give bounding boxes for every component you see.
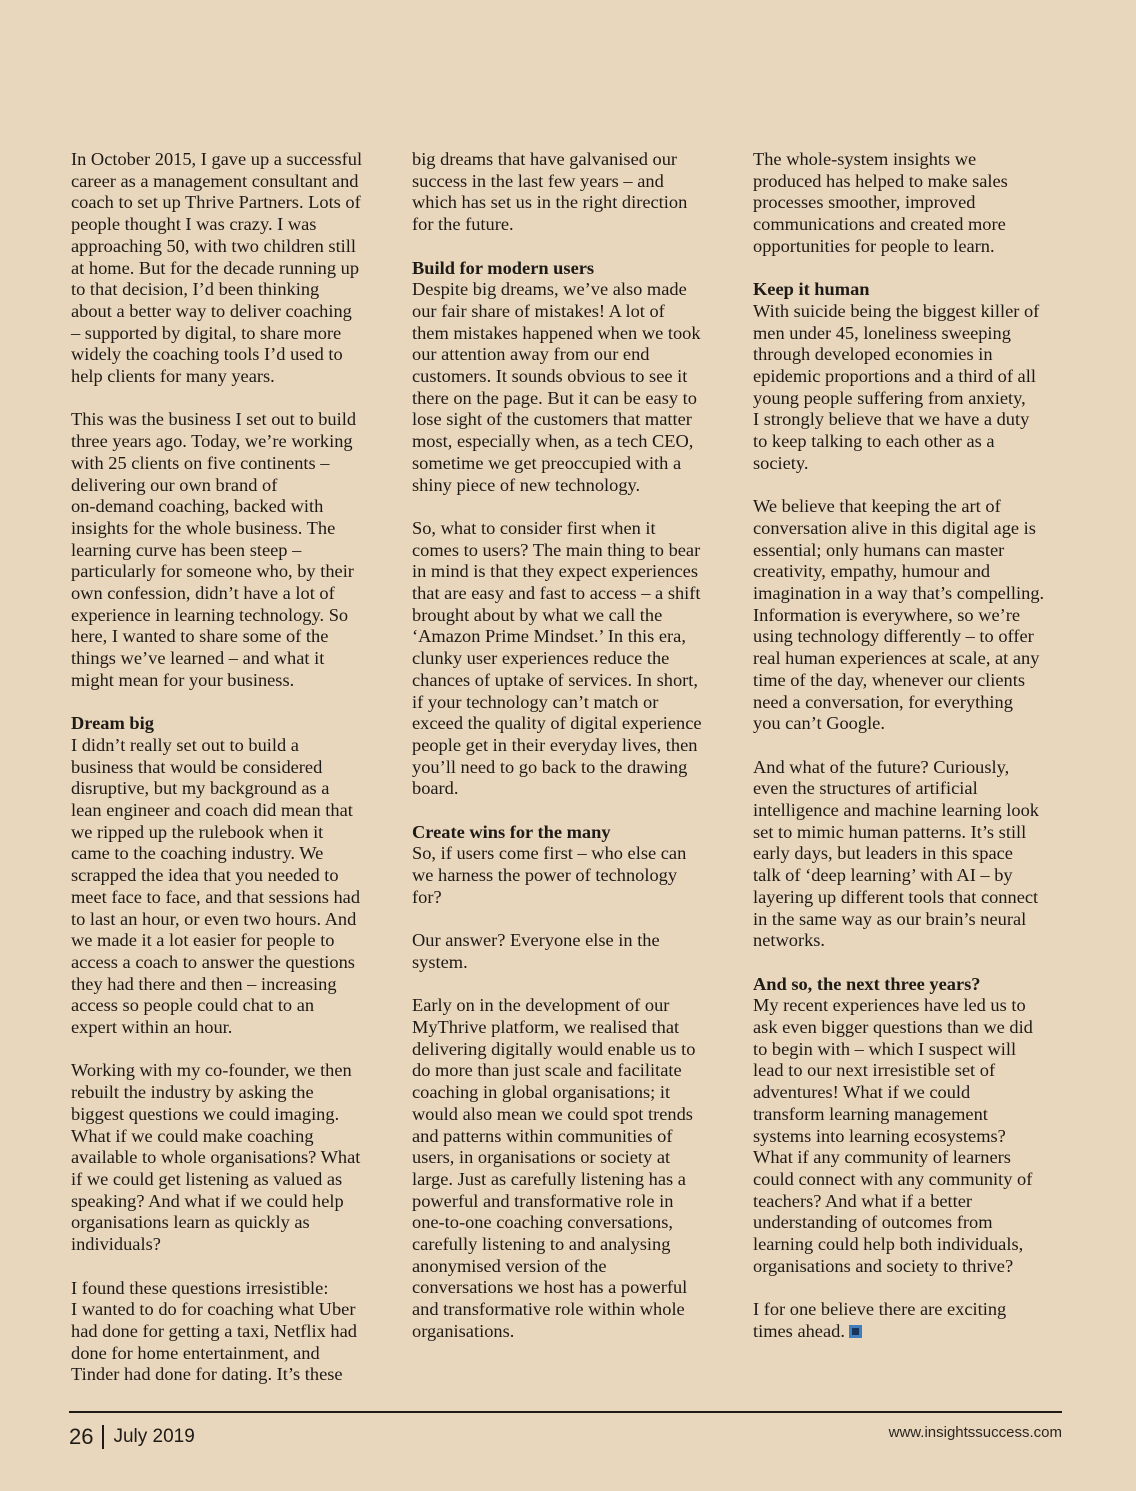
page-number: 26 bbox=[69, 1424, 94, 1449]
paragraph: The whole-system insights we produced has helped to make sales processes smoother, improved communications and created more opportunities for people to learn. bbox=[753, 149, 1008, 256]
section-heading: And so, the next three years? bbox=[753, 973, 981, 994]
paragraph: In October 2015, I gave up a successful career as a management consultant and coach to set up Thrive Partners. Lots of people thought I was crazy. I was approaching 50, with two children still at home. But for the decade running up to that decision, I’d been thinking about a better way to deliver coaching – supported by digital, to share more widely the coaching tools I’d used to help clients for many years. bbox=[71, 149, 363, 387]
paragraph: And what of the future? Curiously, even the structures of artificial intelligence and machine learning look set to mimic human patterns. It’s still early days, but leaders in this space talk of ‘deep learning’ with AI – by layering up different tools that connect in the same way as our brain’s neural networks. bbox=[753, 756, 1039, 951]
closing-text: I for one believe there are exciting times ahead. bbox=[753, 1299, 1007, 1341]
paragraph: Despite big dreams, we’ve also made our fair share of mistakes! A lot of them mistakes happened when we took our attention away from our end customers. It sounds obvious to see it there on the page. But it can be easy to lose sight of the customers that matter most, especially when, as a tech CEO, sometime we get preoccupied with a shiny piece of new technology. bbox=[412, 279, 701, 495]
website-url: www.insightssuccess.com bbox=[888, 1424, 1062, 1441]
paragraph: I didn’t really set out to build a business that would be considered disruptive, but my background as a lean engineer and coach did mean that we ripped up the rulebook when it came to the coaching industry. We scrapped the idea that you needed to meet face to face, and that sessions had to last an hour, or even two hours. And we made it a lot easier for people to access a coach to answer the questions they had there and then – increasing access so people could chat to an expert within an hour. bbox=[71, 734, 361, 1038]
paragraph: So, what to consider first when it comes to users? The main thing to bear in mind is that they expect experiences that are easy and fast to access – a shift brought about by what we call the ‘Amazon Prime Mindset.’ In this era, clunky user experiences reduce the chances of uptake of services. In short, if your technology can’t match or exceed the quality of digital experience people get in their everyday lives, then you’ll need to go back to the drawing board. bbox=[412, 517, 702, 799]
end-of-article-logo-icon bbox=[849, 1325, 862, 1338]
section-heading: Keep it human bbox=[753, 279, 870, 300]
paragraph: With suicide being the biggest killer of men under 45, loneliness sweeping through developed economies in epidemic proportions and a third of all young people suffering from anxiety, I strongly believe that we have a duty to keep talking to each other as a society. bbox=[753, 300, 1040, 473]
paragraph: My recent experiences have led us to ask even bigger questions than we did to begin with – which I suspect will lead to our next irresistible set of adventures! What if we could transform learning management systems into learning ecosystems? What if any community of learners could connect with any community of teachers? And what if a better understanding of outcomes from learning could help both individuals, organisations and society to thrive? bbox=[753, 995, 1033, 1276]
paragraph: Our answer? Everyone else in the system. bbox=[412, 930, 660, 972]
paragraph: Working with my co-founder, we then rebuilt the industry by asking the biggest questions we could imaging. What if we could make coaching available to whole organisations? What if we could get listening as valued as speaking? And what if we could help organisations learn as quickly as individuals? bbox=[71, 1060, 361, 1255]
paragraph: I found these questions irresistible: I wanted to do for coaching what Uber had done for getting a taxi, Netflix had done for home entertainment, and Tinder had done for dating. It’s these bbox=[71, 1277, 357, 1385]
footer-divider bbox=[69, 1411, 1062, 1413]
article-column-3 bbox=[753, 149, 1071, 1364]
section-heading: Build for modern users bbox=[412, 257, 595, 278]
article-column-1 bbox=[71, 149, 389, 1408]
section-heading: Create wins for the many bbox=[412, 821, 611, 842]
paragraph: big dreams that have galvanised our success in the last few years – and which has set us in the right direction for the future. bbox=[412, 149, 688, 235]
paragraph: Early on in the development of our MyThrive platform, we realised that delivering digitally would enable us to do more than just scale and facilitate coaching in global organisations; it would also mean we could spot trends and patterns within communities of users, in organisations or society at large. Just as carefully listening has a powerful and transformative role in one-to-one coaching conversations, carefully listening to and analysing anonymised version of the conversations we host has a powerful and transformative role within whole organisations. bbox=[412, 995, 696, 1341]
paragraph: This was the business I set out to build three years ago. Today, we’re working with 25 clients on five continents – delivering our own brand of on-demand coaching, backed with insights for the whole business. The learning curve has been steep – particularly for someone who, by their own confession, didn’t have a lot of experience in learning technology. So here, I wanted to share some of the things we’ve learned – and what it might mean for your business. bbox=[71, 409, 357, 690]
article-column-2 bbox=[412, 149, 730, 1364]
footer-separator bbox=[102, 1425, 104, 1449]
footer-page-info bbox=[69, 1424, 195, 1450]
closing-paragraph bbox=[753, 1299, 1071, 1342]
section-heading: Dream big bbox=[71, 713, 154, 734]
paragraph: We believe that keeping the art of conversation alive in this digital age is essential; only humans can master creativity, empathy, humour and imagination in a way that’s compelling. Information is everywhere, so we’re using technology differently – to offer real human experiences at scale, at any time of the day, whenever our clients need a conversation, for everything you can’t Google. bbox=[753, 496, 1045, 734]
issue-date: July 2019 bbox=[113, 1426, 195, 1447]
paragraph: So, if users come first – who else can we harness the power of technology for? bbox=[412, 843, 687, 907]
